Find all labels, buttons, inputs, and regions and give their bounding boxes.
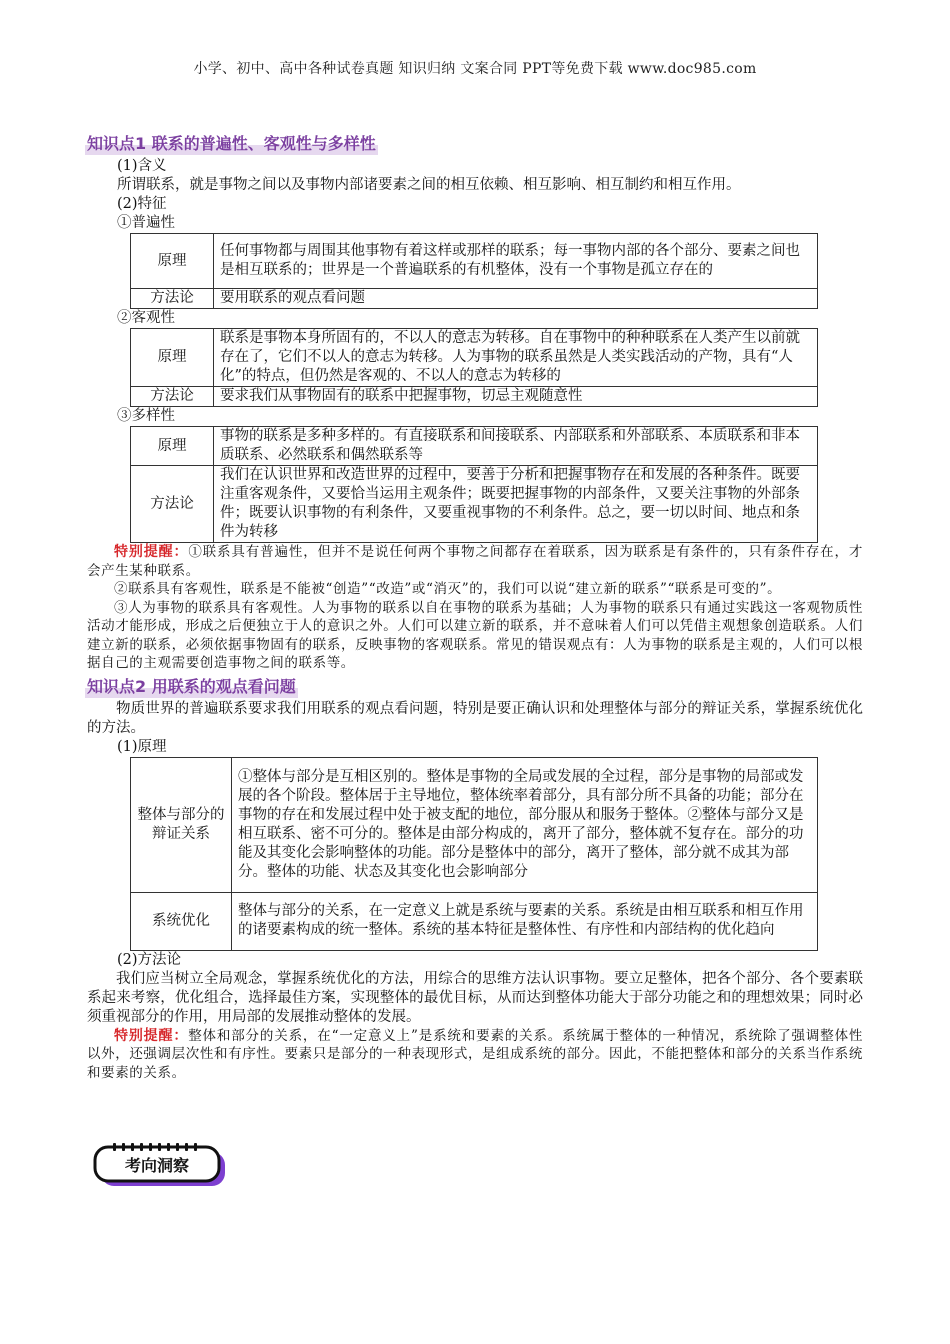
- system-optimization-label: 系统优化: [131, 892, 232, 950]
- reminder-text-kp2: 整体和部分的关系，在“一定意义上”是系统和要素的关系。系统属于整体的一种情况，系统除了强调整体性以外，还强调层次性和有序性。要素只是部分的一种表现形式，是组成系统的部分。因此，不能把整体和部分的关系当作系统和要素的关系。: [87, 1027, 864, 1081]
- objectivity-table: [130, 328, 818, 407]
- universality-table: [130, 233, 818, 309]
- reminder-label: 特别提醒：: [114, 544, 189, 560]
- principle-label: 原理: [131, 329, 214, 387]
- special-reminder-kp2: [87, 1027, 863, 1083]
- exam-insight-badge: [93, 1143, 228, 1189]
- main-content: [87, 130, 863, 1082]
- kp2-intro: 物质世界的普遍联系要求我们用联系的观点看问题，特别是要正确认识和处理整体与部分的辩证关系，掌握系统优化的方法。: [87, 700, 863, 736]
- diversity-methodology: 我们在认识世界和改造世界的过程中，要善于分析和把握事物存在和发展的各种条件。既要注重客观条件，又要恰当运用主观条件；既要把握事物的内部条件，又要关注事物的外部条件；既要认识事物的有利条件，又要重视事物的不利条件。总之，要一切以时间、地点和条件为转移: [214, 466, 818, 543]
- definition-text: 所谓联系，就是事物之间以及事物内部诸要素之间的相互依赖、相互影响、相互制约和相互作用。: [117, 177, 741, 193]
- feature-objectivity-heading: ②客观性: [117, 310, 175, 326]
- objectivity-principle: 联系是事物本身所固有的，不以人的意志为转移。自在事物中的种种联系在人类产生以前就存在了，它们不以人的意志为转移。人为事物的联系虽然是人类实践活动的产物，具有“人化”的特点，但仍然是客观的、不以人的意志为转移的: [214, 329, 818, 387]
- principle-label: 原理: [131, 427, 214, 466]
- methodology-label: 方法论: [131, 289, 214, 309]
- special-reminder-1: [87, 543, 863, 580]
- knowledge-point-1-title: 知识点1 联系的普遍性、客观性与多样性: [87, 134, 376, 153]
- kp2-method-text: 我们应当树立全局观念，掌握系统优化的方法，用综合的思维方法认识事物。要立足整体，把各个部分、各个要素联系起来考察，优化组合，选择最佳方案，实现整体的最优目标，从而达到整体功能大于部分功能之和的理想效果；同时必须重视部分的作用，用局部的发展推动整体的发展。: [87, 970, 863, 1025]
- objectivity-methodology: 要求我们从事物固有的联系中把握事物，切忌主观随意性: [214, 387, 818, 407]
- section-methodology-heading: (2)方法论: [117, 951, 182, 968]
- reminder-label: 特别提醒：: [114, 1027, 189, 1044]
- feature-universality-heading: ①普遍性: [117, 215, 175, 231]
- badge-shape: [93, 1143, 228, 1189]
- badge-label: 考向洞察: [124, 1156, 190, 1175]
- special-reminder-3: ③人为事物的联系具有客观性。人为事物的联系以自在事物的联系为基础；人为事物的联系只有通过实践这一客观物质性活动才能形成，形成之后便独立于人的意识之外。人们可以建立新的联系，并不意味着人们可以凭借主观想象创造联系。人们建立新的联系，必须依据事物固有的联系，反映事物的客观联系。常见的错误观点有：人为事物的联系是主观的，人们可以根据自己的主观需要创造事物之间的联系等。: [87, 599, 863, 671]
- section-features-heading: (2)特征: [117, 196, 167, 212]
- principle-label: 原理: [131, 234, 214, 289]
- system-optimization-text: 整体与部分的关系，在一定意义上就是系统与要素的关系。系统是由相互联系和相互作用的诸要素构成的统一整体。系统的基本特征是整体性、有序性和内部结构的优化趋向: [232, 892, 818, 950]
- methodology-label: 方法论: [131, 387, 214, 407]
- feature-diversity-heading: ③多样性: [117, 408, 175, 424]
- diversity-table: [130, 426, 818, 543]
- knowledge-point-2-title: 知识点2 用联系的观点看问题: [87, 676, 296, 696]
- section-meaning-heading: (1)含义: [117, 158, 167, 174]
- page-header: 小学、初中、高中各种试卷真题 知识归纳 文案合同 PPT等免费下载 www.doc985.com: [193, 61, 757, 77]
- reminder-text-1: ①联系具有普遍性，但并不是说任何两个事物之间都存在着联系，因为联系是有条件的，只有条件存在，才会产生某种联系。: [87, 544, 864, 579]
- methodology-label: 方法论: [131, 466, 214, 543]
- special-reminder-2: ②联系具有客观性，联系是不能被“创造”“改造”或“消灭”的，我们可以说“建立新的联系”“联系是可变的”。: [114, 581, 782, 597]
- universality-methodology: 要用联系的观点看问题: [214, 289, 818, 309]
- section-principle-heading: (1)原理: [117, 738, 167, 755]
- universality-principle: 任何事物都与周围其他事物有着这样或那样的联系；每一事物内部的各个部分、要素之间也是相互联系的；世界是一个普遍联系的有机整体，没有一个事物是孤立存在的: [214, 234, 818, 289]
- whole-part-label: 整体与部分的辩证关系: [131, 757, 232, 892]
- diversity-principle: 事物的联系是多种多样的。有直接联系和间接联系、内部联系和外部联系、本质联系和非本质联系、必然联系和偶然联系等: [214, 427, 818, 466]
- principle-table: [130, 757, 818, 951]
- whole-part-text: ①整体与部分是互相区别的。整体是事物的全局或发展的全过程，部分是事物的局部或发展的各个阶段。整体居于主导地位，整体统率着部分，具有部分所不具备的功能；部分在事物的存在和发展过程中处于被支配的地位，部分服从和服务于整体。②整体与部分又是相互联系、密不可分的。整体是由部分构成的，离开了部分，整体就不复存在。部分的功能及其变化会影响整体的功能。部分是整体中的部分，离开了整体，部分就不成其为部分。整体的功能、状态及其变化也会影响部分: [232, 757, 818, 892]
